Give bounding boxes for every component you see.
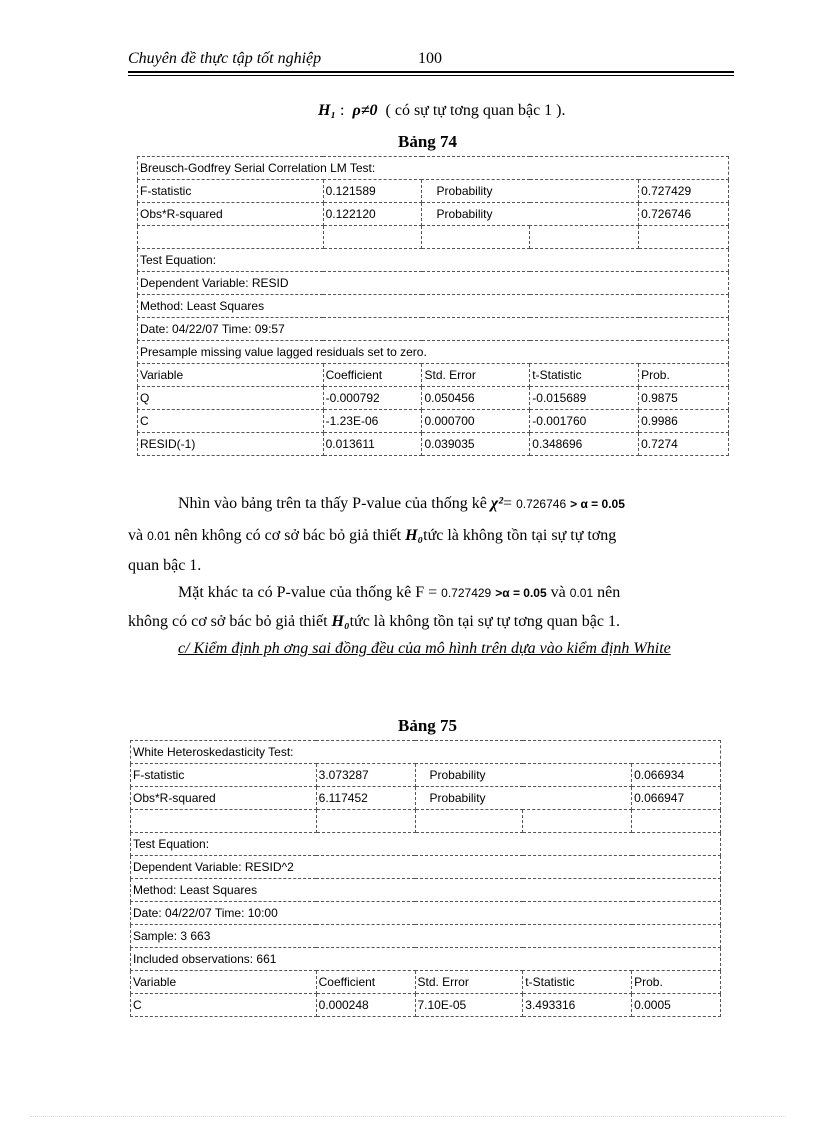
table-row: [131, 925, 721, 948]
header-title: Chuyên đề thực tập tốt nghiệp: [128, 50, 322, 67]
table-row: [138, 341, 729, 364]
table-cell: 0.7274: [639, 433, 729, 456]
header-rule-thick: [128, 71, 734, 73]
table-row: [131, 764, 721, 787]
table75-caption: Bảng 75: [398, 716, 458, 735]
h1-expression: ρ≠0: [352, 102, 378, 119]
paragraph-2-line-1: [178, 578, 620, 608]
table-row: [138, 157, 729, 180]
table-cell: Probability: [415, 764, 632, 787]
text: Mặt khác ta có P-value của thống kê F =: [178, 584, 442, 601]
table-row: [138, 318, 729, 341]
column-header: t-Statistic: [530, 364, 639, 387]
table-cell: 3.493316: [523, 994, 632, 1017]
table-cell: [138, 226, 324, 249]
table-cell: 0.039035: [422, 433, 530, 456]
footer-divider: [30, 1116, 786, 1117]
h1-colon: :: [340, 102, 345, 119]
paragraph-1-line-2: [128, 521, 616, 551]
h0-symbol: H₀: [331, 613, 350, 630]
equals: =: [503, 495, 513, 512]
table-cell: [323, 226, 422, 249]
table-info: Test Equation:: [131, 833, 721, 856]
table-row: [138, 180, 729, 203]
alpha-comparison: > α = 0.05: [570, 497, 625, 511]
page-header: [128, 50, 734, 72]
table-header-row: [138, 364, 729, 387]
alpha-comparison: >α = 0.05: [495, 586, 547, 600]
table-cell: 0.013611: [323, 433, 422, 456]
text: và: [546, 584, 570, 601]
table-cell: 0.066947: [632, 787, 721, 810]
table-row: [138, 226, 729, 249]
table-info: Date: 04/22/07 Time: 09:57: [138, 318, 729, 341]
text: Nhìn vào bảng trên ta thấy P-value của thống kê: [178, 495, 491, 512]
table-cell: F-statistic: [131, 764, 317, 787]
column-header: Std. Error: [422, 364, 530, 387]
table-74: [137, 156, 729, 456]
paragraph-2-line-2: [128, 607, 620, 636]
table-cell: 0.0005: [632, 994, 721, 1017]
table-cell: 0.726746: [639, 203, 729, 226]
table-cell: 0.9986: [639, 410, 729, 433]
table-cell: [131, 810, 317, 833]
table-cell: [530, 226, 639, 249]
table-cell: -1.23E-06: [323, 410, 422, 433]
table-cell: [523, 810, 632, 833]
table-row: [138, 203, 729, 226]
table-info: Presample missing value lagged residuals set to zero.: [138, 341, 729, 364]
table-cell: -0.001760: [530, 410, 639, 433]
table-cell: Probability: [422, 203, 639, 226]
paragraph-1-line-3: quan bậc 1.: [128, 557, 202, 574]
table-cell: [316, 810, 415, 833]
table-title: White Heteroskedasticity Test:: [131, 741, 721, 764]
table-cell: [415, 810, 523, 833]
chi-square-symbol: χ²: [490, 495, 504, 512]
table-cell: [632, 810, 721, 833]
table-row: [138, 249, 729, 272]
table-title: Breusch-Godfrey Serial Correlation LM Test:: [138, 157, 729, 180]
table-cell: 7.10E-05: [415, 994, 523, 1017]
h0-symbol: H₀: [405, 527, 424, 544]
h1-text: ( có sự tự tơng quan bậc 1 ).: [385, 102, 566, 119]
section-subheading: c/ Kiểm định ph ơng sai đồng đều của mô hình trên dựa vào kiểm định White: [178, 640, 671, 657]
table-row: [131, 787, 721, 810]
table-row: [138, 387, 729, 410]
column-header: Variable: [131, 971, 317, 994]
table-row: [131, 879, 721, 902]
table-cell: -0.015689: [530, 387, 639, 410]
table-cell: [639, 226, 729, 249]
text: nên: [593, 584, 621, 601]
table74-caption: Bảng 74: [398, 132, 458, 151]
value-001: 0.01: [147, 529, 171, 543]
table-cell: 0.050456: [422, 387, 530, 410]
column-header: Std. Error: [415, 971, 523, 994]
table-row: [131, 902, 721, 925]
table-row: [131, 833, 721, 856]
table-info: Test Equation:: [138, 249, 729, 272]
column-header: Prob.: [639, 364, 729, 387]
p-value: 0.726746: [516, 497, 567, 511]
column-header: Variable: [138, 364, 324, 387]
table-info: Sample: 3 663: [131, 925, 721, 948]
table-75: [130, 740, 721, 1017]
table-row: [138, 272, 729, 295]
table-info: Method: Least Squares: [138, 295, 729, 318]
table-cell: RESID(-1): [138, 433, 324, 456]
text: không có cơ sở bác bỏ giả thiết: [128, 613, 332, 630]
table-row: [131, 741, 721, 764]
table-cell: Probability: [415, 787, 632, 810]
column-header: Coefficient: [323, 364, 422, 387]
table-cell: 0.9875: [639, 387, 729, 410]
table-cell: [422, 226, 530, 249]
table-cell: 3.073287: [316, 764, 415, 787]
table-cell: C: [138, 410, 324, 433]
table-cell: Obs*R-squared: [131, 787, 317, 810]
table-cell: 0.348696: [530, 433, 639, 456]
column-header: t-Statistic: [523, 971, 632, 994]
table-cell: 0.000248: [316, 994, 415, 1017]
page-number: 100: [418, 50, 442, 67]
table-cell: 0.000700: [422, 410, 530, 433]
table-cell: 0.122120: [323, 203, 422, 226]
table-cell: -0.000792: [323, 387, 422, 410]
table-cell: Q: [138, 387, 324, 410]
table-info: Dependent Variable: RESID: [138, 272, 729, 295]
table-info: Dependent Variable: RESID^2: [131, 856, 721, 879]
table-cell: 0.727429: [639, 180, 729, 203]
table-row: [138, 295, 729, 318]
text: tức là không tồn tại sự tự tơng: [423, 527, 617, 544]
text: tức là không tồn tại sự tự tơng quan bậc 1.: [349, 613, 621, 630]
text: nên không có cơ sở bác bỏ giả thiết: [170, 527, 406, 544]
table-header-row: [131, 971, 721, 994]
h1-symbol: H₁: [318, 102, 337, 119]
table-row: [131, 948, 721, 971]
header-rule-thin: [128, 75, 734, 76]
table-cell: F-statistic: [138, 180, 324, 203]
table-row: [131, 810, 721, 833]
text: và: [128, 527, 148, 544]
table-info: Method: Least Squares: [131, 879, 721, 902]
table-cell: C: [131, 994, 317, 1017]
table-row: [138, 433, 729, 456]
table-cell: Probability: [422, 180, 639, 203]
table-info: Date: 04/22/07 Time: 10:00: [131, 902, 721, 925]
table-cell: 6.117452: [316, 787, 415, 810]
column-header: Coefficient: [316, 971, 415, 994]
table-cell: Obs*R-squared: [138, 203, 324, 226]
alternative-hypothesis: [318, 102, 566, 120]
value-001: 0.01: [569, 586, 594, 600]
table-row: [131, 994, 721, 1017]
paragraph-1-line-1: [178, 489, 625, 519]
table-row: [138, 410, 729, 433]
table-cell: 0.121589: [323, 180, 422, 203]
table-row: [131, 856, 721, 879]
column-header: Prob.: [632, 971, 721, 994]
f-value: 0.727429: [441, 586, 492, 600]
table-cell: 0.066934: [632, 764, 721, 787]
table-info: Included observations: 661: [131, 948, 721, 971]
